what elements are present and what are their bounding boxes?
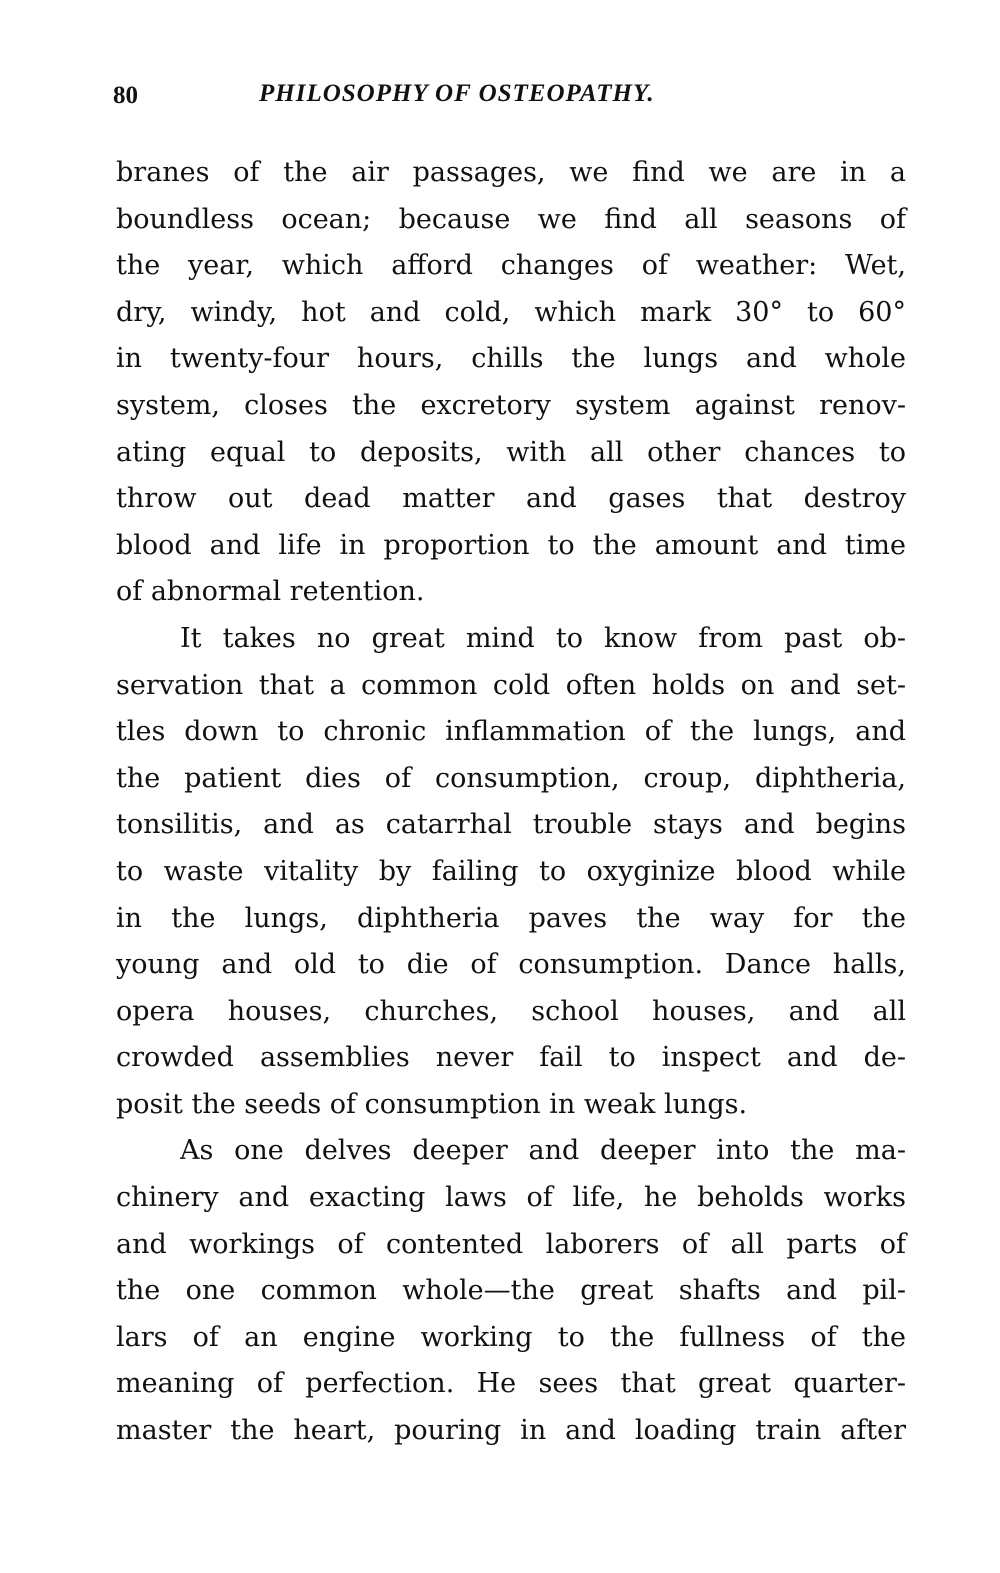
text-line: tles down to chronic inflammation of the lungs, and	[116, 716, 906, 748]
page-number: 80	[113, 82, 138, 109]
text-line: of abnormal retention.	[116, 576, 425, 608]
text-line: dry, windy, hot and cold, which mark 30° to 60°	[116, 296, 906, 328]
text-line: ating equal to deposits, with all other chances to	[116, 436, 906, 468]
text-line: It takes no great mind to know from past ob-	[180, 622, 906, 654]
running-header	[113, 80, 913, 120]
text-line: and workings of contented laborers of all parts of	[116, 1228, 906, 1260]
text-line: the year, which afford changes of weather: Wet,	[116, 250, 906, 282]
text-line: crowded assemblies never fail to inspect and de-	[116, 1042, 906, 1074]
text-line: opera houses, churches, school houses, and all	[116, 995, 906, 1027]
paragraph	[116, 616, 906, 1129]
text-line: the one common whole—the great shafts and pil-	[116, 1275, 906, 1307]
text-line: meaning of perfection. He sees that great quarter-	[116, 1368, 906, 1400]
text-line: servation that a common cold often holds on and set-	[116, 669, 906, 701]
text-line: chinery and exacting laws of life, he beholds works	[116, 1182, 906, 1214]
text-line: As one delves deeper and deeper into the ma-	[180, 1135, 906, 1167]
text-line: posit the seeds of consumption in weak lungs.	[116, 1088, 748, 1120]
text-line: system, closes the excretory system against renov-	[116, 389, 906, 421]
running-title: PHILOSOPHY OF OSTEOPATHY.	[259, 80, 655, 107]
text-line: lars of an engine working to the fullness of the	[116, 1321, 906, 1353]
text-line: young and old to die of consumption. Dance halls,	[116, 949, 906, 981]
text-line: blood and life in proportion to the amount and time	[116, 529, 906, 561]
text-line: to waste vitality by failing to oxyginize blood while	[116, 855, 906, 887]
text-line: master the heart, pouring in and loading train after	[116, 1415, 906, 1447]
text-line: tonsilitis, and as catarrhal trouble stays and begins	[116, 809, 906, 841]
page-body	[116, 150, 906, 1455]
text-line: in the lungs, diphtheria paves the way for the	[116, 902, 906, 934]
text-line: the patient dies of consumption, croup, diphtheria,	[116, 762, 906, 794]
text-line: in twenty-four hours, chills the lungs and whole	[116, 343, 906, 375]
text-line: throw out dead matter and gases that destroy	[116, 483, 906, 515]
paragraph	[116, 1128, 906, 1454]
paragraph	[116, 150, 906, 616]
text-line: branes of the air passages, we find we are in a	[116, 157, 906, 188]
text-line: boundless ocean; because we find all seasons of	[116, 203, 906, 235]
